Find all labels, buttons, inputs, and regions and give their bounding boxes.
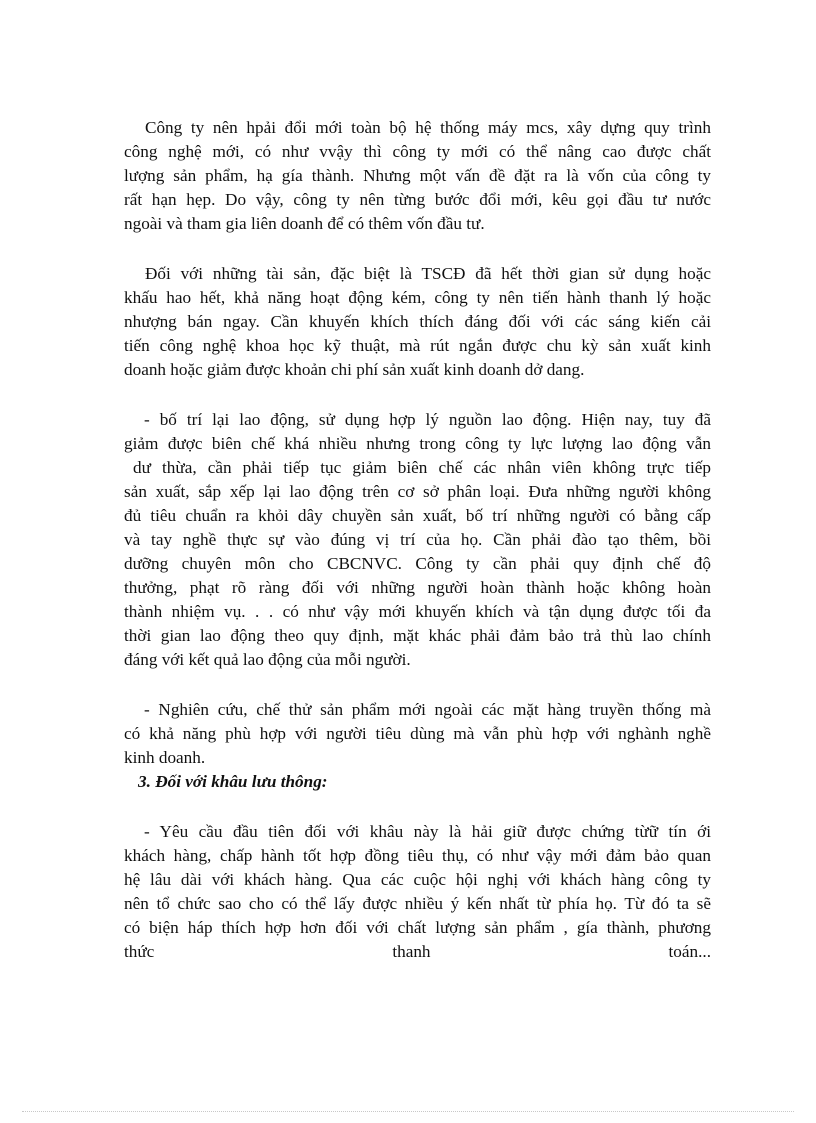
- text-line: đáng với kết quả lao động của mỗi người.: [124, 650, 411, 669]
- paragraph-equipment-renewal: [124, 116, 711, 236]
- text-line: thành nhiệm vụ. . . có như vậy mới khuyến khích và tận dụng được tối đa: [124, 602, 711, 621]
- text-line: dưỡng chuyên môn cho CBCNVC. Công ty cần phải quy định chế độ: [124, 554, 711, 573]
- paragraph-fixed-assets: [124, 262, 711, 382]
- paragraph-new-products: [124, 698, 711, 770]
- text-line: - bố trí lại lao động, sử dụng hợp lý nguồn lao động. Hiện nay, tuy đã: [144, 410, 711, 429]
- paragraph-labor-arrangement: [124, 408, 711, 672]
- text-line: Công ty nên hpải đổi mới toàn bộ hệ thống máy mcs, xây dựng quy trình: [145, 118, 711, 137]
- text-line: nhượng bán ngay. Cần khuyến khích thích đáng đối với các sáng kiến cải: [124, 312, 711, 331]
- text-line: lượng sản phẩm, hạ gía thành. Nhưng một vấn đề đặt ra là vốn của công ty: [124, 166, 711, 185]
- text-line: dư thừa, cần phải tiếp tục giảm biên chế các nhân viên không trực tiếp: [133, 458, 711, 477]
- text-line: Đối với những tài sản, đặc biệt là TSCĐ đã hết thời gian sử dụng hoặc: [145, 264, 711, 283]
- text-line: giảm được biên chế khá nhiều nhưng trong công ty lực lượng lao động vẫn: [124, 434, 711, 453]
- text-line: có biện háp thích hợp hơn đối với chất lượng sản phẩm , gía thành, phương: [124, 918, 711, 937]
- text-line: - Nghiên cứu, chế thử sản phẩm mới ngoài các mặt hàng truyền thống mà: [144, 700, 711, 719]
- text-line: kinh doanh.: [124, 748, 206, 767]
- text-line: hệ lâu dài với khách hàng. Qua các cuộc hội nghị với khách hàng công ty: [124, 870, 711, 889]
- text-line: ngoài và tham gia liên doanh để có thêm vốn đầu tư.: [124, 214, 485, 233]
- paragraph-spacer: [124, 236, 711, 262]
- text-line: rất hạn hẹp. Do vậy, công ty nên từng bước đổi mới, kêu gọi đầu tư nước: [124, 190, 711, 209]
- text-line: công nghệ mới, có như vvậy thì công ty mới có thể nâng cao được chất: [124, 142, 711, 161]
- document-body: [124, 116, 711, 964]
- text-line: doanh hoặc giảm được khoản chi phí sản xuất kinh doanh dở dang.: [124, 360, 585, 379]
- text-line: nên tổ chức sao cho có thể lấy được nhiều ý kến nhất từ phía họ. Từ đó ta sẽ: [124, 894, 711, 913]
- paragraph-spacer: [124, 672, 711, 698]
- text-line: khách hàng, chấp hành tốt hợp đồng tiêu thụ, có như vậy mới đảm bảo quan: [124, 846, 711, 865]
- text-line: thưởng, phạt rõ ràng đối với những người hoàn thành hoặc không hoàn: [124, 578, 711, 597]
- text-line: đủ tiêu chuẩn ra khỏi dây chuyền sản xuất, bố trí những người có bằng cấp: [124, 506, 711, 525]
- text-line: và tay nghề thực sự vào đúng vị trí của họ. Cần phải đào tạo thêm, bồi: [124, 530, 711, 549]
- paragraph-spacer: [124, 794, 711, 820]
- text-line: khấu hao hết, khả năng hoạt động kém, công ty nên tiến hành thanh lý hoặc: [124, 288, 711, 307]
- text-line: tiến công nghệ khoa học kỹ thuật, mà rút ngắn được chu kỳ sản xuất kinh: [124, 336, 711, 355]
- text-line: sản xuất, sắp xếp lại lao động trên cơ sở phân loại. Đưa những người không: [124, 482, 711, 501]
- text-line: thời gian lao động theo quy định, mặt khác phải đảm bảo trả thù lao chính: [124, 626, 711, 645]
- section-heading: 3. Đối với khâu lưu thông:: [138, 772, 328, 791]
- paragraph-spacer: [124, 382, 711, 408]
- text-line: có khả năng phù hợp với người tiêu dùng mà vẫn phù hợp với nghành nghề: [124, 724, 711, 743]
- text-line: thức thanh toán...: [124, 942, 711, 961]
- page-bottom-rule: [22, 1111, 794, 1112]
- paragraph-circulation: [124, 820, 711, 964]
- text-line: - Yêu cầu đầu tiên đối với khâu này là hải giữ được chứng từữ tín ới: [144, 822, 711, 841]
